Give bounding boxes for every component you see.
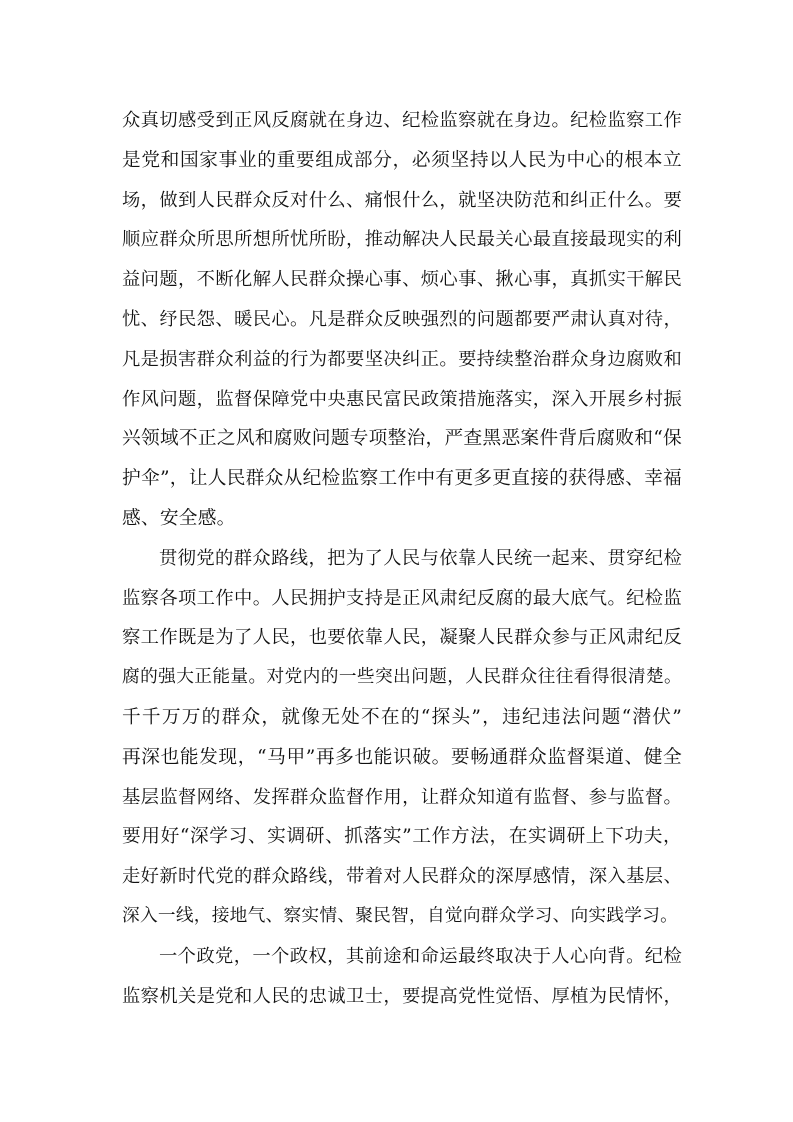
text-line: 众真切感受到正风反腐就在身边、纪检监察就在身边。纪检监察工作 [122,110,682,131]
text-line: 察工作既是为了人民，也要依靠人民，凝聚人民群众参与正风肃纪反 [122,627,682,649]
text-line: 监察机关是党和人民的忠诚卫士，要提高党性觉悟、厚植为民情怀， [122,985,682,1007]
text-line: 是党和国家事业的重要组成部分，必须坚持以人民为中心的根本立 [122,149,682,171]
text-line: 基层监督网络、发挥群众监督作用，让群众知道有监督、参与监督。 [122,786,682,808]
text-line: 走好新时代党的群众路线，带着对人民群众的深厚感情，深入基层、 [122,866,682,888]
text-line: 兴领域不正之风和腐败问题专项整治，严查黑恶案件背后腐败和“保 [122,428,682,450]
text-line: 凡是损害群众利益的行为都要坚决纠正。要持续整治群众身边腐败和 [122,348,682,370]
text-line: 护伞”，让人民群众从纪检监察工作中有更多更直接的获得感、幸福 [122,468,682,490]
text-line: 千千万万的群众，就像无处不在的“探头”，违纪违法问题“潜伏” [122,706,682,728]
text-line: 一个政党，一个政权，其前途和命运最终取决于人心向背。纪检 [159,945,682,967]
paragraph-1 [122,101,682,539]
text-line: 再深也能发现，“马甲”再多也能识破。要畅通群众监督渠道、健全 [122,746,682,768]
paragraph-2 [122,539,682,937]
text-line: 感、安全感。 [122,507,236,529]
text-line: 贯彻党的群众路线，把为了人民与依靠人民统一起来、贯穿纪检 [159,547,682,569]
text-line: 忧、纾民怨、暖民心。凡是群众反映强烈的问题都要严肃认真对待， [122,308,682,330]
document-body [122,101,682,1016]
text-line: 顺应群众所思所想所忧所盼，推动解决人民最关心最直接最现实的利 [122,229,682,251]
text-line: 腐的强大正能量。对党内的一些突出问题，人民群众往往看得很清楚。 [122,667,682,688]
text-line: 益问题，不断化解人民群众操心事、烦心事、揪心事，真抓实干解民 [122,269,682,291]
text-line: 深入一线，接地气、察实情、聚民智，自觉向群众学习、向实践学习。 [122,905,679,926]
text-line: 作风问题，监督保障党中央惠民富民政策措施落实，深入开展乡村振 [122,388,682,410]
text-line: 场，做到人民群众反对什么、痛恨什么，就坚决防范和纠正什么。要 [122,189,682,211]
text-line: 要用好“深学习、实调研、抓落实”工作方法，在实调研上下功夫， [122,826,682,848]
text-line: 监察各项工作中。人民拥护支持是正风肃纪反腐的最大底气。纪检监 [122,587,682,609]
paragraph-3 [122,937,682,1017]
